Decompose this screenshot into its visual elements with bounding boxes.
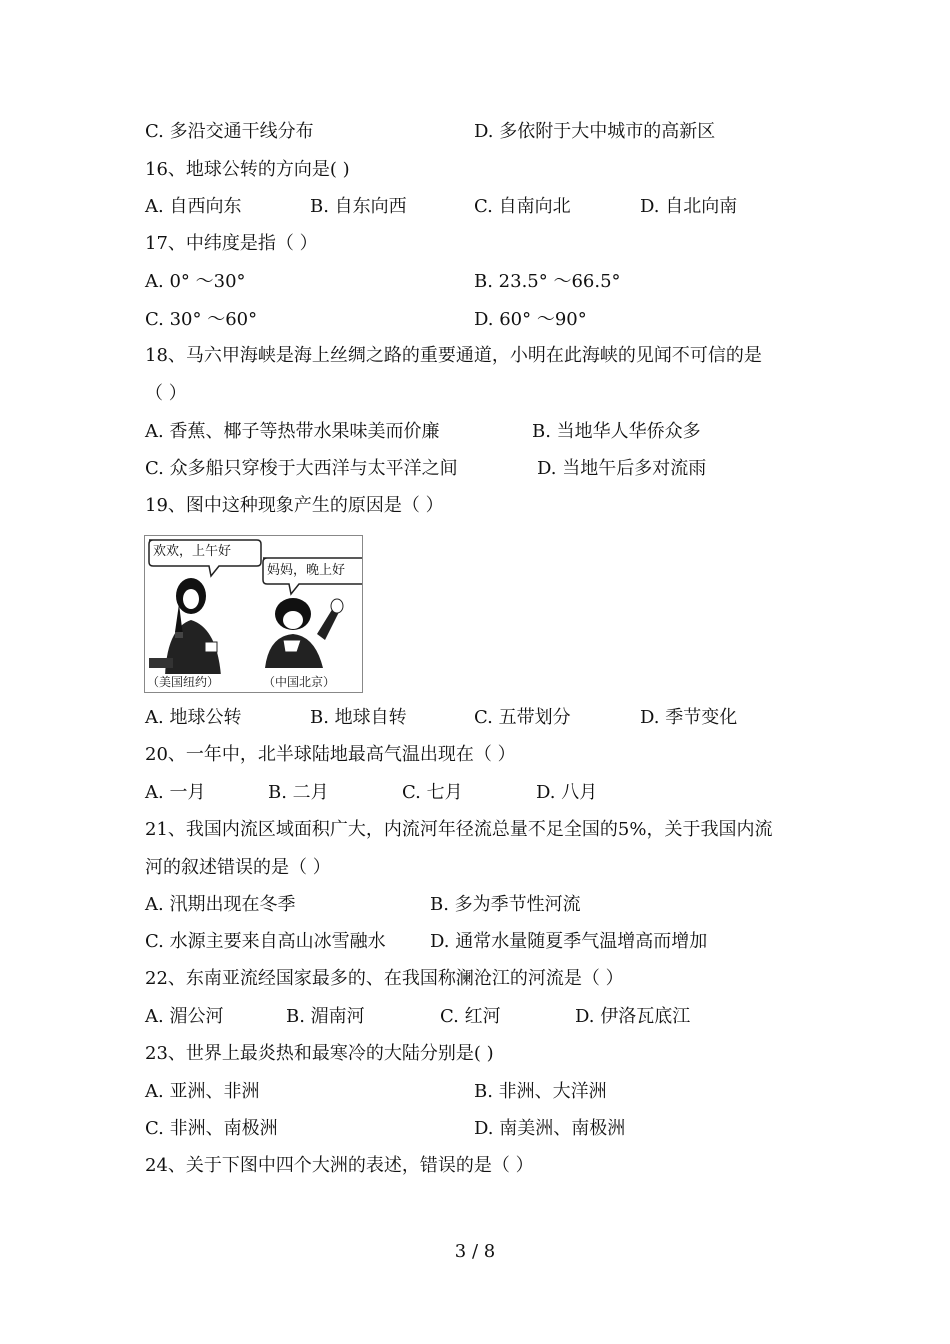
q16-option-b: B. 自东向西 [310,196,407,217]
q17-option-c: C. 30° ～60° [145,309,258,330]
q17-option-b: B. 23.5° ～66.5° [474,271,621,292]
q19-stem: 19、图中这种现象产生的原因是（ ） [145,495,444,516]
q19-option-b: B. 地球自转 [310,707,407,728]
q23-option-b: B. 非洲、大洋洲 [474,1081,607,1102]
q21-option-b: B. 多为季节性河流 [430,894,581,915]
q18-option-a: A. 香蕉、椰子等热带水果味美而价廉 [145,421,440,442]
q21-option-d: D. 通常水量随夏季气温增高而增加 [430,931,708,952]
q20-stem: 20、一年中，北半球陆地最高气温出现在（ ） [145,744,516,765]
q19-bubble-left-text: 欢欢，上午好 [153,544,232,559]
q23-option-a: A. 亚洲、非洲 [145,1081,260,1102]
q20-option-c: C. 七月 [402,782,463,803]
q23-option-d: D. 南美洲、南极洲 [474,1118,626,1139]
q17-option-d: D. 60° ～90° [474,309,587,330]
q17-option-a: A. 0° ～30° [145,271,246,292]
q19-caption-left: （美国纽约） [147,675,220,689]
q19-option-d: D. 季节变化 [640,707,738,728]
q23-option-c: C. 非洲、南极洲 [145,1118,278,1139]
q21-option-a: A. 汛期出现在冬季 [145,894,296,915]
q20-option-a: A. 一月 [145,782,206,803]
q22-option-b: B. 湄南河 [286,1006,365,1027]
q15-option-c: C. 多沿交通干线分布 [145,121,314,142]
q17-stem: 17、中纬度是指（ ） [145,233,318,254]
q19-option-a: A. 地球公转 [145,707,242,728]
q22-option-d: D. 伊洛瓦底江 [575,1006,691,1027]
q19-figure [144,535,363,693]
q16-option-d: D. 自北向南 [640,196,738,217]
q21-stem-line1: 21、我国内流区域面积广大，内流河年径流总量不足全国的5%，关于我国内流 [145,819,773,840]
q23-stem: 23、世界上最炎热和最寒冷的大陆分别是( ) [145,1043,494,1064]
q20-option-b: B. 二月 [268,782,329,803]
q16-option-a: A. 自西向东 [145,196,242,217]
q15-option-d: D. 多依附于大中城市的高新区 [474,121,716,142]
q18-stem-line1: 18、马六甲海峡是海上丝绸之路的重要通道，小明在此海峡的见闻不可信的是 [145,345,762,366]
q22-option-a: A. 湄公河 [145,1006,224,1027]
q16-option-c: C. 自南向北 [474,196,571,217]
q19-option-c: C. 五带划分 [474,707,571,728]
page-number: 3 / 8 [454,1241,496,1262]
q22-stem: 22、东南亚流经国家最多的、在我国称澜沧江的河流是（ ） [145,968,624,989]
q19-caption-right: （中国北京） [263,675,336,689]
q21-stem-line2: 河的叙述错误的是（ ） [145,857,331,878]
q22-option-c: C. 红河 [440,1006,501,1027]
q18-option-d: D. 当地午后多对流雨 [537,458,707,479]
q19-bubble-right-text: 妈妈，晚上好 [267,563,346,578]
q16-stem: 16、地球公转的方向是( ) [145,159,350,180]
q18-stem-line2: （ ） [145,383,187,404]
q21-option-c: C. 水源主要来自高山冰雪融水 [145,931,386,952]
q18-option-c: C. 众多船只穿梭于大西洋与太平洋之间 [145,458,458,479]
q20-option-d: D. 八月 [536,782,598,803]
q24-stem: 24、关于下图中四个大洲的表述，错误的是（ ） [145,1155,534,1176]
q18-option-b: B. 当地华人华侨众多 [532,421,701,442]
